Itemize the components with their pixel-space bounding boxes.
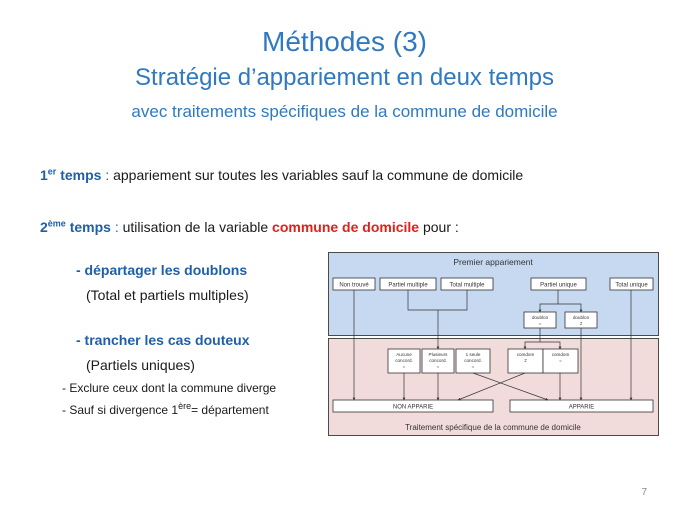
svg-text:concord.: concord. <box>429 358 447 363</box>
note-exclure: - Exclure ceux dont la commune diverge <box>62 381 277 395</box>
svg-text:=: = <box>471 364 475 369</box>
bullet-douteux: - trancher les cas douteux <box>76 332 250 348</box>
svg-text:Aucune: Aucune <box>396 352 412 357</box>
svg-text:≠: ≠ <box>579 321 583 326</box>
note-divergence: - Sauf si divergence 1ère= département <box>62 401 269 417</box>
svg-text:doublon: doublon <box>572 315 590 320</box>
bullet-doublons-detail: (Total et partiels multiples) <box>86 287 249 303</box>
slide-subtitle: Stratégie d’appariement en deux temps <box>135 64 554 91</box>
svg-text:=: = <box>436 364 440 369</box>
bullet-douteux-detail: (Partiels uniques) <box>86 357 195 373</box>
svg-text:Plusieurs: Plusieurs <box>428 352 448 357</box>
svg-text:=: = <box>538 321 542 326</box>
premier-appariement-title: Premier appariement <box>453 257 533 267</box>
page-number: 7 <box>641 487 647 498</box>
label-non-trouve: Non trouvé <box>339 282 369 289</box>
traitement-specifique-panel <box>329 339 659 436</box>
svg-text:comdom: comdom <box>516 352 535 357</box>
temps1-label: 1er temps <box>40 166 102 183</box>
svg-text:comdom: comdom <box>551 352 570 357</box>
slide-subtitle-secondary: avec traitements spécifiques de la commune de domicile <box>131 102 558 121</box>
svg-text:concord.: concord. <box>395 358 413 363</box>
svg-text:=: = <box>402 364 406 369</box>
temps1-line: 1er temps : appariement sur toutes les variables sauf la commune de domicile <box>40 166 524 183</box>
temps2-line: 2ème temps : utilisation de la variable commune de domicile pour : <box>40 218 459 235</box>
svg-text:concord.: concord. <box>464 358 482 363</box>
appariement-diagram <box>328 252 659 436</box>
traitement-specifique-title: Traitement spécifique de la commune de domicile <box>405 423 581 432</box>
label-partiel-multiple: Partiel multiple <box>388 282 428 289</box>
svg-text:1 seule: 1 seule <box>465 352 481 357</box>
label-total-multiple: Total multiple <box>449 282 485 289</box>
svg-text:doublon: doublon <box>531 315 549 320</box>
svg-text:≠: ≠ <box>524 358 527 363</box>
slide-title: Méthodes (3) <box>262 26 427 57</box>
label-partiel-unique: Partiel unique <box>540 282 577 289</box>
temps2-label: 2ème temps <box>40 218 111 235</box>
label-non-apparie: NON APPARIE <box>392 404 434 411</box>
bullet-doublons: - départager les doublons <box>76 262 248 278</box>
svg-text:=: = <box>559 358 562 363</box>
label-total-unique: Total unique <box>615 282 648 289</box>
label-apparie: APPARIE <box>568 404 595 411</box>
temps2-highlight: commune de domicile <box>272 219 420 235</box>
temps1-text: appariement sur toutes les variables sauf la commune de domicile <box>109 167 524 183</box>
